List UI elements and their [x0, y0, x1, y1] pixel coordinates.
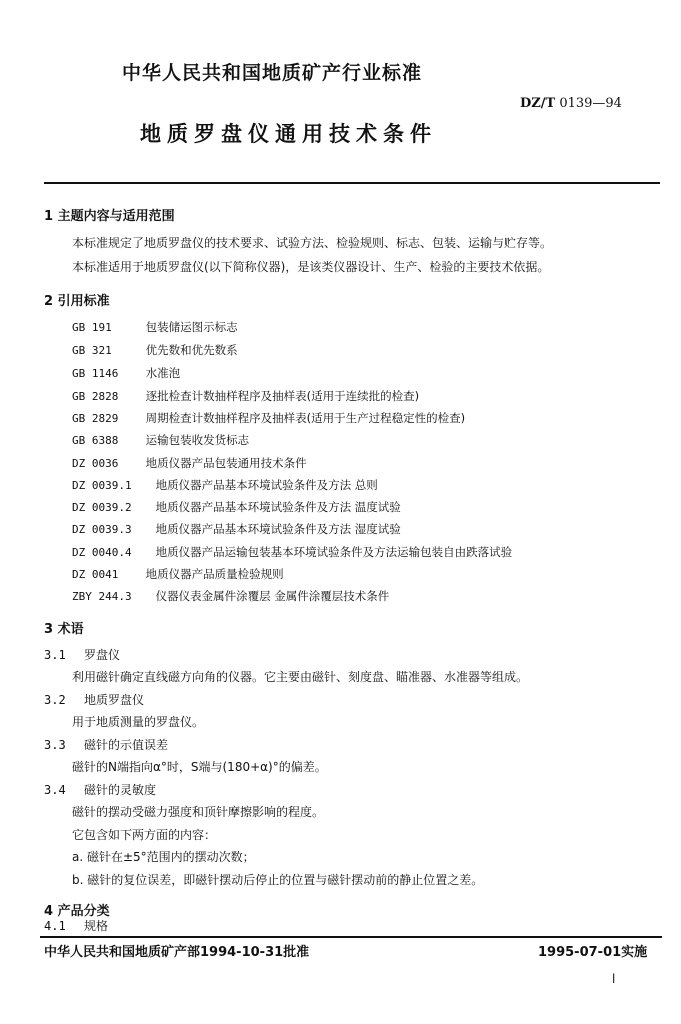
reference-item — [72, 499, 401, 515]
section-1-heading: 1 主题内容与适用范围 — [44, 209, 175, 224]
reference-code: GB 6388 — [72, 434, 119, 447]
standard-prefix: DZ/T — [520, 96, 556, 111]
reference-title: 地质仪器产品基本环境试验条件及方法 总则 — [155, 478, 378, 492]
reference-item — [72, 588, 389, 604]
reference-item — [72, 432, 249, 448]
standard-number — [520, 96, 622, 111]
term-3-4-contents-intro: 它包含如下两方面的内容： — [72, 828, 217, 842]
section-3-heading: 3 术语 — [44, 622, 84, 637]
reference-item — [72, 544, 512, 560]
reference-item — [72, 319, 238, 335]
term-name: 磁针的示值误差 — [84, 738, 169, 752]
reference-title: 逐批检查计数抽样程序及抽样表(适用于连续批的检查) — [145, 389, 420, 403]
term-3-1-definition: 利用磁针确定直线磁方向角的仪器。它主要由磁针、刻度盘、瞄准器、水准器等组成。 — [72, 670, 529, 684]
reference-item — [72, 388, 419, 404]
term-3-4-definition: 磁针的摆动受磁力强度和顶针摩擦影响的程度。 — [72, 805, 325, 819]
term-3-3-definition: 磁针的N端指向α°时，S端与(180+α)°的偏差。 — [72, 760, 327, 774]
reference-title: 地质仪器产品包装通用技术条件 — [145, 456, 307, 470]
reference-item — [72, 521, 401, 537]
term-number: 3.4 — [44, 783, 66, 797]
reference-code: DZ 0039.1 — [72, 479, 132, 492]
term-number: 3.2 — [44, 693, 66, 707]
term-name: 地质罗盘仪 — [84, 693, 145, 707]
org-title: 中华人民共和国地质矿产行业标准 — [122, 62, 423, 84]
top-divider — [44, 182, 660, 184]
term-number: 3.3 — [44, 738, 66, 752]
reference-title: 仪器仪表金属件涂覆层 金属件涂覆层技术条件 — [155, 589, 390, 603]
bottom-divider — [40, 936, 662, 938]
reference-code: ZBY 244.3 — [72, 590, 132, 603]
reference-item — [72, 455, 307, 471]
reference-item — [72, 566, 284, 582]
section-4-heading: 4 产品分类 — [44, 904, 110, 919]
standard-code: 0139—94 — [559, 96, 622, 111]
term-3-4-item-a: a. 磁针在±5°范围内的摆动次数； — [72, 850, 255, 864]
term-3-4-item-b: b. 磁针的复位误差，即磁针摆动后停止的位置与磁针摆动前的静止位置之差。 — [72, 873, 484, 887]
term-3-1 — [44, 646, 120, 663]
reference-item — [72, 342, 238, 358]
reference-title: 地质仪器产品基本环境试验条件及方法 湿度试验 — [155, 522, 401, 536]
reference-code: GB 2828 — [72, 390, 119, 403]
term-3-2 — [44, 691, 144, 708]
approval-statement: 中华人民共和国地质矿产部1994-10-31批准 — [44, 945, 310, 960]
reference-code: DZ 0041 — [72, 568, 119, 581]
reference-title: 水准泡 — [145, 366, 181, 380]
section-1-paragraph-1: 本标准规定了地质罗盘仪的技术要求、试验方法、检验规则、标志、包装、运输与贮存等。 — [72, 236, 553, 250]
subsection-number: 4.1 — [44, 919, 66, 933]
reference-title: 优先数和优先数系 — [145, 343, 238, 357]
term-name: 磁针的灵敏度 — [84, 783, 157, 797]
reference-title: 包装储运图示标志 — [145, 320, 238, 334]
term-name: 罗盘仪 — [84, 648, 121, 662]
term-number: 3.1 — [44, 648, 66, 662]
reference-title: 地质仪器产品运输包装基本环境试验条件及方法运输包装自由跌落试验 — [155, 545, 513, 559]
effective-date: 1995-07-01实施 — [538, 945, 648, 960]
reference-item — [72, 477, 378, 493]
reference-code: GB 191 — [72, 321, 112, 334]
term-3-3 — [44, 736, 168, 753]
section-2-heading: 2 引用标准 — [44, 294, 110, 309]
term-3-4 — [44, 781, 156, 798]
subsection-name: 规格 — [84, 919, 109, 933]
reference-title: 运输包装收发货标志 — [145, 433, 250, 447]
reference-code: GB 321 — [72, 344, 112, 357]
reference-title: 地质仪器产品质量检验规则 — [145, 567, 284, 581]
reference-code: GB 2829 — [72, 412, 119, 425]
document-title: 地质罗盘仪通用技术条件 — [140, 122, 437, 146]
subsection-4-1 — [44, 917, 108, 934]
reference-code: DZ 0039.3 — [72, 523, 132, 536]
reference-item — [72, 365, 180, 381]
reference-item — [72, 410, 465, 426]
page-mark: l — [612, 972, 616, 986]
section-1-paragraph-2: 本标准适用于地质罗盘仪(以下简称仪器)，是该类仪器设计、生产、检验的主要技术依据。 — [72, 260, 550, 274]
reference-code: DZ 0039.2 — [72, 501, 132, 514]
reference-title: 周期检查计数抽样程序及抽样表(适用于生产过程稳定性的检查) — [145, 411, 466, 425]
reference-code: DZ 0036 — [72, 457, 119, 470]
reference-code: DZ 0040.4 — [72, 546, 132, 559]
reference-title: 地质仪器产品基本环境试验条件及方法 温度试验 — [155, 500, 401, 514]
term-3-2-definition: 用于地质测量的罗盘仪。 — [72, 715, 205, 729]
reference-code: GB 1146 — [72, 367, 119, 380]
